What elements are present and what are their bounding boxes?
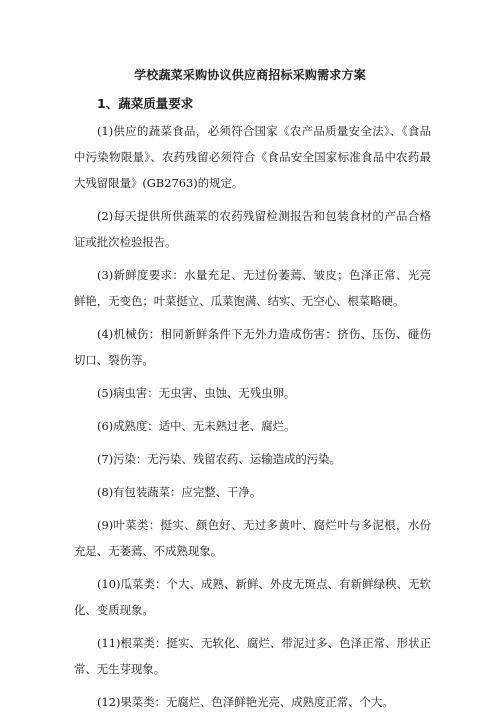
paragraph-10: (10)瓜菜类：个大、成熟、新鲜、外皮无斑点、有新鲜绿秧、无软化、变质现象。: [74, 577, 431, 617]
paragraph-2: (2)每天提供所供蔬菜的农药残留检测报告和包装食材的产品合格证或批次检验报告。: [74, 209, 431, 249]
section-heading: 1、蔬菜质量要求: [97, 96, 194, 111]
paragraph-6: (6)成熟度：适中、无未熟过老、腐烂。: [97, 419, 296, 433]
paragraph-9: (9)叶菜类：挺实、颜色好、无过多黄叶、腐烂叶与多泥根，水份充足、无萎蔫、不成熟现象。: [74, 518, 431, 558]
paragraph-5: (5)病虫害：无虫害、虫蚀、无残虫卵。: [97, 386, 296, 400]
document-body: [74, 118, 431, 722]
paragraph-8: (8)有包装蔬菜：应完整、干净。: [97, 485, 262, 499]
document-title: 学校蔬菜采购协议供应商招标采购需求方案: [134, 68, 366, 82]
paragraph-3: (3)新鲜度要求：水量充足、无过份萎蔫、皱皮；色泽正常、光亮鲜艳，无变色；叶菜挺立、瓜菜饱满、结实、无空心、根菜略硬。: [74, 268, 431, 308]
paragraph-11: (11)根菜类：挺实、无软化、腐烂、带泥过多、色泽正常、形状正常、无生芽现象。: [74, 636, 431, 676]
paragraph-1: (1)供应的蔬菜食品，必须符合国家《农产品质量安全法》、《食品中污染物限量》、农药残留必须符合《食品安全国家标准食品中农药最大残留限量》(GB2763)的规定。: [74, 124, 431, 190]
paragraph-7: (7)污染：无污染、残留农药、运输造成的污染。: [97, 452, 341, 466]
paragraph-12: (12)果菜类：无腐烂、色泽鲜艳光亮、成熟度正常、个大。: [97, 695, 394, 709]
paragraph-4: (4)机械伤：相同新鲜条件下无外力造成伤害：挤伤、压伤、碰伤切口、裂伤等。: [74, 327, 431, 367]
